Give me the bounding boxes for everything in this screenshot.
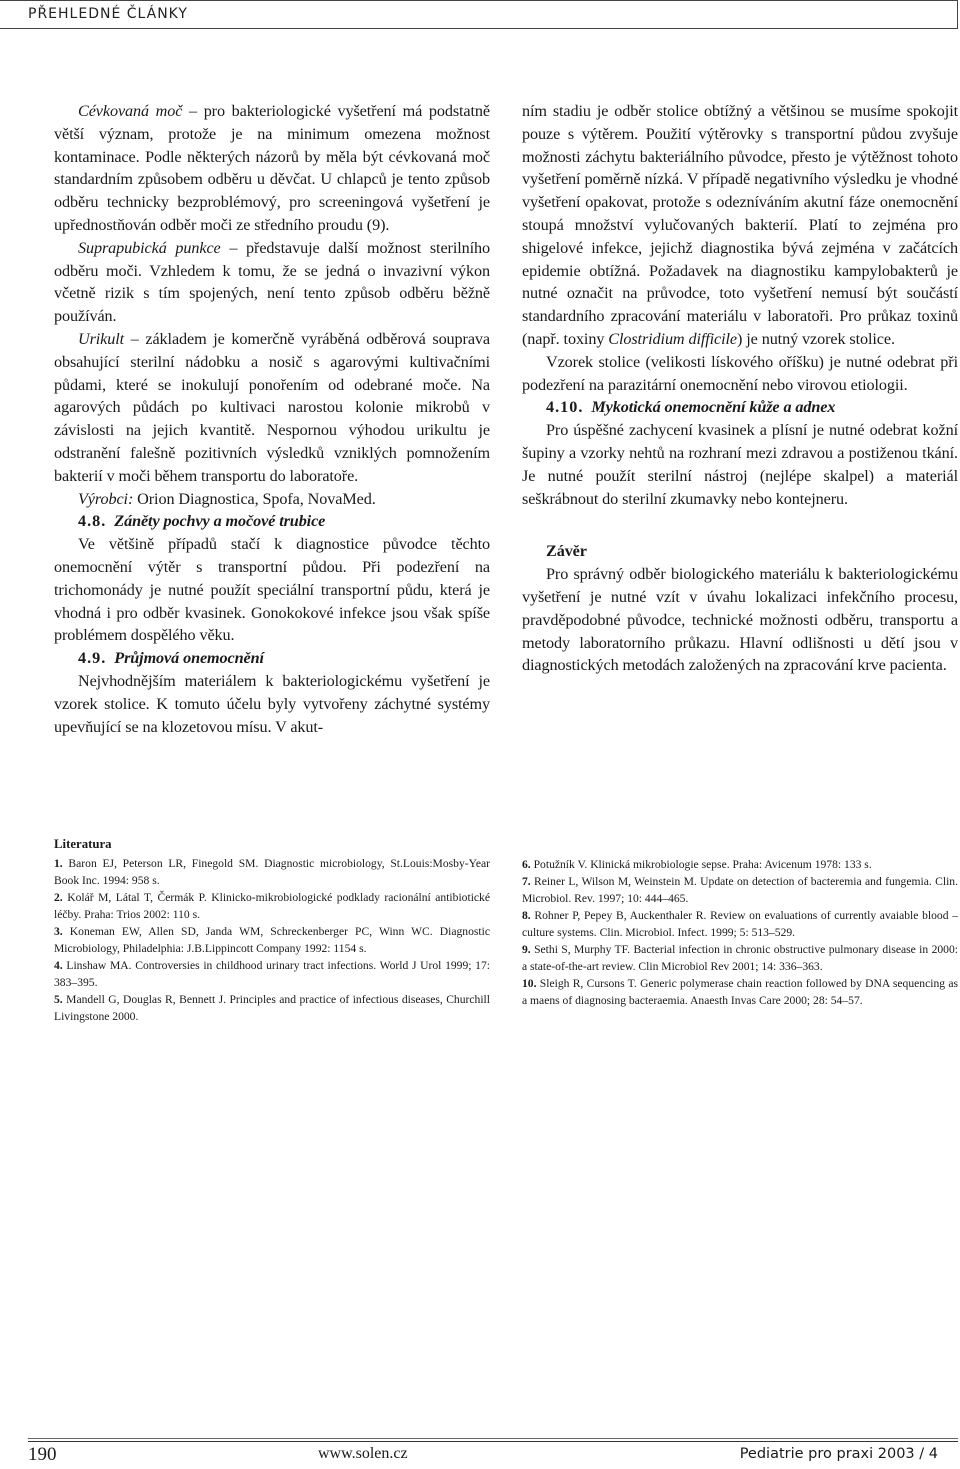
right-column — [522, 100, 958, 677]
reference-item — [54, 923, 490, 957]
references-title: Literatura — [54, 837, 112, 851]
reference-text: Baron EJ, Peterson LR, Finegold SM. Diagnostic microbiology, St.Louis:Mosby-Year Book Inc. 1994: 958 s. — [54, 857, 490, 887]
reference-item — [522, 873, 958, 907]
text-cevkovana: – pro bakteriologické vyšetření má podstatně větší význam, protože je na minimum omezena možnost kontaminace. Podle některých názorů by měla být cévkovaná moč standardním způsobem odběru u děvčat. U chlapců je tento způsob odběru technicky bezproblémový, pro screeningová vyšetření je upřednostňován odběr moči ze středního proudu (9). — [54, 102, 490, 234]
section-title: Mykotická onemocnění kůže a adnex — [591, 398, 836, 417]
text-urikult: – základem je komerčně vyráběná odběrová souprava obsahující sterilní nádobku a nosič s agarovými kultivačními půdami, které se inokulují ponořením od odebrané moče. Na agarových půdách po kultivaci narostou kolonie mikrobů v závislosti na jejich kvantitě. Nespornou výhodou urikultu je odstranění falešně pozitivních výsledků vzniklých pomnožením bakterií v moči během transportu do laboratoře. — [54, 329, 490, 485]
header-bar — [0, 0, 958, 29]
paragraph-4-10: Pro úspěšné zachycení kvasinek a plísní je nutné odebrat kožní šupiny a vzorky nehtů na rozhraní mezi zdravou a postiženou tkání. Je nutné použít sterilní nástroj (nejlépe skalpel) a materiál seškrábnout do sterilní zkumavky nebo kontejneru. — [522, 421, 958, 508]
section-heading-4-9 — [54, 647, 490, 670]
reference-text: Mandell G, Douglas R, Bennett J. Principles and practice of infectious diseases, Churchill Livingstone 2000. — [54, 993, 490, 1023]
term-cevkovana: Cévkovaná moč — [78, 102, 183, 120]
paragraph-vzorek: Vzorek stolice (velikosti lískového oříšku) je nutné odebrat při podezření na parazitární onemocnění nebo virovou etiologii. — [522, 352, 958, 394]
reference-text: Potužník V. Klinická mikrobiologie sepse. Praha: Avicenum 1978: 133 s. — [530, 858, 872, 871]
journal-name: Pediatrie pro praxi 2003 / 4 — [739, 1446, 938, 1462]
reference-number: 10. — [522, 977, 537, 990]
reference-item — [54, 855, 490, 889]
reference-text: Rohner P, Pepey B, Auckenthaler R. Review on evaluations of currently avaiable blood – culture systems. Clin. Microbiol. Infect. 1999; 5: 513–529. — [522, 909, 958, 939]
paragraph-conclusion: Pro správný odběr biologického materiálu k bakteriologickému vyšetření je nutné vzít v úvahu lokalizaci infekčního procesu, pravděpodobné původce, technické možnosti odběru, transportu a metody laboratorního průkazu. Hlavní odlišnosti u dětí jsou v diagnostických metodách založených na zpracování krve pacienta. — [522, 565, 958, 675]
references-right — [522, 856, 958, 1009]
page-number: 190 — [28, 1444, 57, 1465]
reference-number: 4. — [54, 959, 63, 972]
reference-number: 7. — [522, 875, 531, 888]
section-title: Záněty pochvy a močové trubice — [114, 512, 326, 531]
reference-item — [522, 907, 958, 941]
paragraph-urikult — [54, 328, 490, 488]
reference-list-left — [54, 855, 490, 1025]
reference-text: Sleigh R, Cursons T. Generic polymerase chain reaction followed by DNA sequencing as a maens of diagnosing bacteraemia. Anaesth Invas Care 2000; 28: 54–57. — [522, 977, 958, 1007]
text-vyrobci: Orion Diagnostica, Spofa, NovaMed. — [133, 489, 376, 508]
section-number: 4.9. — [78, 649, 107, 668]
reference-text: Reiner L, Wilson M, Weinstein M. Update on detection of bacteremia and fungemia. Clin. Microbiol. Rev. 1997; 10: 444–465. — [522, 875, 958, 905]
left-column — [54, 100, 490, 738]
section-label: PŘEHLEDNÉ ČLÁNKY — [28, 6, 188, 22]
term-suprapubicka: Suprapubická punkce — [78, 238, 221, 257]
reference-list-right — [522, 856, 958, 1009]
reference-number: 6. — [522, 858, 531, 871]
term-clostridium: Clostridium difficile — [608, 329, 738, 348]
reference-text: Sethi S, Murphy TF. Bacterial infection in chronic obstructive pulmonary disease in 2000: a state-of-the-art review. Clin Microbiol Rev 2001; 14: 336–363. — [522, 943, 958, 973]
paragraph-cevkovana — [54, 100, 490, 237]
references-left — [54, 836, 490, 1025]
reference-text: Kolář M, Látal T, Čermák P. Klinicko-mikrobiologické podklady racionální antibiotické léčby. Praha: Trios 2002: 110 s. — [54, 891, 490, 921]
reference-text: Koneman EW, Allen SD, Janda WM, Schreckenberger PC, Winn WC. Diagnostic Microbiology, Philadelphia: J.B.Lippincott Company 1992: 1154 s. — [54, 925, 490, 955]
section-number: 4.8. — [78, 512, 107, 531]
paragraph-4-8: Ve většině případů stačí k diagnostice původce těchto onemocnění výtěr s transportní půdou. Při podezření na trichomonády je nutné použít speciální transportní půdu, která je vhodná i pro odběr kvasinek. Gonokokové infekce jsou však spíše problémem dospělého věku. — [54, 535, 490, 645]
section-title: Průjmová onemocnění — [114, 649, 264, 668]
text-stolice-b: ) je nutný vzorek stolice. — [737, 329, 895, 348]
text-stolice-a: ním stadiu je odběr stolice obtížný a většinou se musíme spokojit pouze s výtěrem. Použití výtěrovky s transportní půdou zvyšuje možnosti záchytu bakteriálního původce, přesto je výtěžnost tohoto vyšetření poměrně nízká. V případě negativního výsledku je vhodné vyšetření opakovat, protože s odezníváním akutní fáze onemocnění stoupá množství vylučovaných bakterií. Platí to zejména pro shigelové infekce, jejichž diagnostika bývá zejména v začátcích epidemie obtížná. Požadavek na diagnostiku kampylobakterů je nutné označit na průvodce, toto vyšetření nemusí být součástí standardního zpracování materiálu v laboratoři. Pro průkaz toxinů (např. toxiny — [522, 102, 958, 348]
reference-number: 5. — [54, 993, 63, 1006]
reference-number: 1. — [54, 857, 63, 870]
section-heading-4-10 — [522, 396, 958, 419]
reference-item — [522, 856, 958, 873]
text-suprapubicka: – představuje další možnost sterilního odběru moči. Vzhledem k tomu, že se jedná o invazivní výkon včetně rizik s tím spojených, není tento způsob odběru běžně používán. — [54, 238, 490, 326]
reference-item — [54, 889, 490, 923]
footer-rule — [28, 1441, 958, 1442]
reference-text: Linshaw MA. Controversies in childhood urinary tract infections. World J Urol 1999; 17: 383–395. — [54, 959, 490, 989]
paragraph-stolice — [522, 100, 958, 351]
site-link[interactable]: www.solen.cz — [318, 1445, 408, 1462]
term-urikult: Urikult — [78, 329, 125, 348]
reference-number: 2. — [54, 891, 63, 904]
reference-number: 9. — [522, 943, 531, 956]
reference-item — [54, 957, 490, 991]
reference-item — [522, 941, 958, 975]
footer-rule-top — [28, 1438, 958, 1439]
section-heading-4-8 — [54, 510, 490, 533]
paragraph-vyrobci — [54, 488, 490, 511]
reference-item — [522, 975, 958, 1009]
conclusion-heading: Závěr — [546, 542, 587, 561]
reference-number: 8. — [522, 909, 531, 922]
reference-item — [54, 991, 490, 1025]
reference-number: 3. — [54, 925, 63, 938]
section-number: 4.10. — [546, 398, 584, 417]
term-vyrobci: Výrobci: — [78, 489, 134, 508]
paragraph-suprapubicka — [54, 237, 490, 328]
paragraph-4-9: Nejvhodnějším materiálem k bakteriologickému vyšetření je vzorek stolice. K tomuto účelu byly vytvořeny záchytné systémy upevňující se na klozetovou mísu. V akut- — [54, 671, 490, 736]
